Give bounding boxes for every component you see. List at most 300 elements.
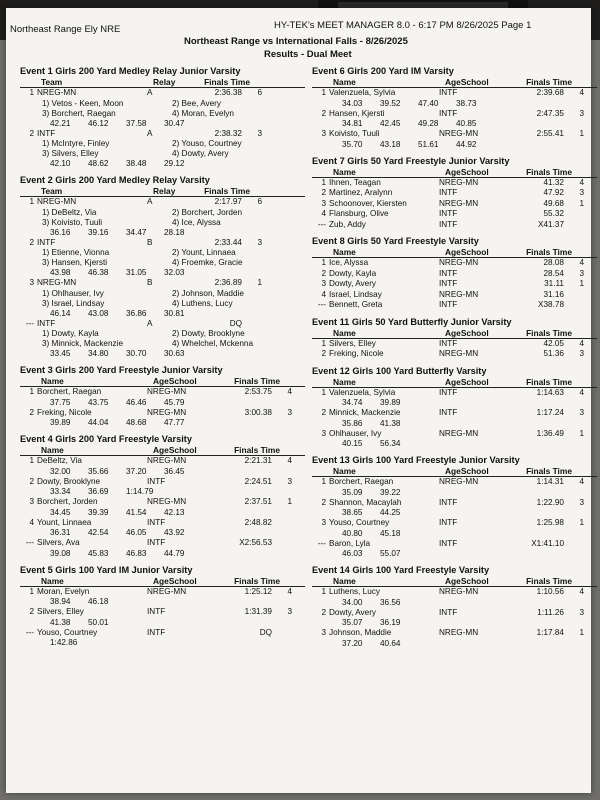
finals-time: 1:22.90 xyxy=(536,497,564,507)
finals-time: 2:21.31 xyxy=(244,456,272,465)
split-time: 35.07 xyxy=(342,618,363,627)
split-time: 34.47 xyxy=(126,227,147,237)
finals-time: 1:25.12 xyxy=(244,586,272,596)
team-name: NREG-MN xyxy=(37,197,77,206)
split-times xyxy=(20,228,305,238)
split-time: 44.25 xyxy=(380,508,401,517)
event-block xyxy=(312,236,597,311)
age-school: INTF xyxy=(439,607,458,617)
age-school: NREG-MN xyxy=(147,586,187,596)
column-header xyxy=(312,377,597,388)
split-times xyxy=(20,119,305,129)
split-time: 32.03 xyxy=(164,268,185,277)
place: 2 xyxy=(321,349,326,358)
relay-swimmer: 4) Froemke, Gracie xyxy=(172,258,243,267)
split-time: 43.75 xyxy=(88,397,109,407)
age-school: NREG-MN xyxy=(439,349,479,358)
place: 3 xyxy=(29,497,34,506)
split-time: 36.45 xyxy=(164,466,185,476)
split-times xyxy=(312,549,597,559)
split-time: 44.92 xyxy=(456,139,477,149)
team-name: NREG-MN xyxy=(37,278,77,287)
column-header xyxy=(20,186,305,197)
header-name: Name xyxy=(333,376,356,387)
relay-swimmers xyxy=(20,289,305,299)
result-row xyxy=(312,339,597,350)
split-time: 56.34 xyxy=(380,439,401,448)
result-row xyxy=(312,429,597,440)
result-row xyxy=(312,290,597,301)
split-time: 34.81 xyxy=(342,119,363,128)
header-age-school: AgeSchool xyxy=(445,77,489,87)
event-block xyxy=(312,66,597,150)
team-name: NREG-MN xyxy=(37,88,77,97)
relay-swimmers xyxy=(20,299,305,309)
points: 3 xyxy=(579,497,584,507)
split-time: 36.31 xyxy=(50,528,71,537)
relay-swimmers xyxy=(20,218,305,228)
column-header xyxy=(20,376,305,387)
swimmer-name: Freking, Nicole xyxy=(329,349,384,358)
place: 4 xyxy=(321,209,326,218)
split-time: 33.45 xyxy=(50,349,71,358)
points: 4 xyxy=(579,387,584,397)
points: 3 xyxy=(287,607,292,616)
split-times xyxy=(20,467,305,477)
header-right: HY-TEK's MEET MANAGER 8.0 - 6:17 PM 8/26/2025 Page 1 xyxy=(274,20,532,31)
result-row xyxy=(20,518,305,529)
finals-time: X41.37 xyxy=(538,219,564,229)
points: 4 xyxy=(579,338,584,348)
relay-swimmer: 3) Silvers, Elley xyxy=(42,149,99,158)
split-time: 45.83 xyxy=(88,548,109,558)
header-age-school: AgeSchool xyxy=(153,575,197,586)
header-finals: Finals Time xyxy=(204,186,250,196)
header-relay: Relay xyxy=(153,186,176,196)
result-row xyxy=(312,178,597,189)
result-row xyxy=(20,497,305,508)
age-school: INTF xyxy=(439,279,458,288)
points xyxy=(272,518,292,529)
event-block xyxy=(312,156,597,231)
result-row xyxy=(312,587,597,598)
relay-swimmers xyxy=(20,329,305,339)
relay-swimmers xyxy=(20,149,305,159)
header-name: Name xyxy=(333,247,356,257)
header-age-school: AgeSchool xyxy=(153,445,197,455)
split-times xyxy=(312,398,597,408)
split-time: 1:14.79 xyxy=(126,487,154,496)
place: 2 xyxy=(29,128,34,138)
split-time: 40.15 xyxy=(342,439,363,448)
swimmer-name: Silvers, Ava xyxy=(37,538,80,547)
split-times xyxy=(312,618,597,628)
split-time: 47.40 xyxy=(418,98,439,108)
place: 2 xyxy=(321,408,326,417)
swimmer-name: Israel, Lindsay xyxy=(329,289,382,299)
finals-time: 1:36.49 xyxy=(536,428,564,438)
header-finals: Finals Time xyxy=(526,376,572,387)
event-title: Event 2 Girls 200 Yard Medley Relay Varsity xyxy=(20,175,210,185)
age-school: NREG-MN xyxy=(439,177,479,187)
split-time: 41.38 xyxy=(50,617,71,627)
points: 3 xyxy=(257,237,262,247)
finals-time: 1:17.24 xyxy=(536,408,564,417)
relay-swimmer: 1) McIntyre, Finley xyxy=(42,139,110,148)
split-time: 39.89 xyxy=(50,418,71,427)
split-time: 36.86 xyxy=(126,308,147,318)
split-time: 34.74 xyxy=(342,398,363,407)
place: 1 xyxy=(321,338,326,348)
column-header xyxy=(312,167,597,178)
age-school: NREG-MN xyxy=(439,477,479,486)
relay-swimmers xyxy=(20,248,305,258)
age-school: INTF xyxy=(439,88,458,97)
split-time: 42.10 xyxy=(50,159,71,168)
split-time: 36.16 xyxy=(50,227,71,237)
split-time: 46.12 xyxy=(88,118,109,128)
header-finals: Finals Time xyxy=(204,77,250,87)
header-team: Team xyxy=(41,77,63,87)
place: 1 xyxy=(29,197,34,206)
finals-time: 2:48.82 xyxy=(244,517,272,527)
split-time: 37.58 xyxy=(126,118,147,128)
column-header xyxy=(312,466,597,477)
points xyxy=(564,290,584,301)
event-block xyxy=(312,317,597,360)
split-time: 44.04 xyxy=(88,418,109,427)
swimmer-name: Zub, Addy xyxy=(329,219,366,229)
place: 1 xyxy=(29,586,34,596)
split-time: 43.08 xyxy=(88,308,109,318)
event-title: Event 6 Girls 200 Yard IM Varsity xyxy=(312,66,454,76)
header-finals: Finals Time xyxy=(526,247,572,257)
result-row xyxy=(312,539,597,550)
relay-swimmer: 3) Borchert, Raegan xyxy=(42,108,116,118)
header-spacer xyxy=(312,377,331,387)
header-name: Name xyxy=(333,77,356,87)
swimmer-name: Luthens, Lucy xyxy=(329,587,380,596)
split-times xyxy=(312,508,597,518)
relay-swimmers xyxy=(20,258,305,268)
result-row xyxy=(312,209,597,220)
points: 1 xyxy=(579,518,584,527)
place: 1 xyxy=(321,258,326,267)
finals-time: 2:39.68 xyxy=(536,88,564,97)
result-row xyxy=(20,587,305,598)
split-time: 38.94 xyxy=(50,597,71,606)
finals-time: 1:31.39 xyxy=(244,607,272,616)
split-time: 37.20 xyxy=(126,466,147,476)
result-row xyxy=(20,238,305,249)
header-spacer xyxy=(20,576,39,586)
place: 3 xyxy=(29,278,34,287)
age-school: NREG-MN xyxy=(439,258,479,267)
event-title: Event 13 Girls 100 Yard Freestyle Junior Varsity xyxy=(312,455,520,465)
column-header xyxy=(20,445,305,456)
age-school: INTF xyxy=(439,209,458,218)
result-row xyxy=(20,408,305,419)
relay-letter: A xyxy=(147,318,153,328)
swimmer-name: Koivisto, Tuuli xyxy=(329,129,380,138)
swimmer-name: Shannon, Macaylah xyxy=(329,497,402,507)
result-row xyxy=(312,129,597,140)
result-row xyxy=(312,408,597,419)
swimmer-name: Dowty, Brooklyne xyxy=(37,476,101,486)
points: 3 xyxy=(579,349,584,358)
finals-time: 1:17.84 xyxy=(536,628,564,637)
event-block xyxy=(312,455,597,559)
place: 3 xyxy=(321,628,326,637)
place: 1 xyxy=(29,88,34,97)
place: 3 xyxy=(321,279,326,288)
age-school: INTF xyxy=(147,607,166,616)
finals-time: 2:36.89 xyxy=(214,278,242,287)
finals-time: 49.68 xyxy=(543,198,564,208)
age-school: INTF xyxy=(147,476,166,486)
split-time: 1:42.86 xyxy=(50,638,78,647)
relay-swimmer: 2) Youso, Courtney xyxy=(172,139,242,148)
place: 3 xyxy=(321,428,326,438)
header-spacer xyxy=(20,186,39,196)
age-school: NREG-MN xyxy=(439,198,479,208)
split-time: 45.79 xyxy=(164,397,185,407)
age-school: NREG-MN xyxy=(439,289,479,299)
relay-swimmer: 3) Minnick, Mackenzie xyxy=(42,339,123,348)
points: 1 xyxy=(257,278,262,287)
event-block xyxy=(20,565,305,649)
split-time: 30.81 xyxy=(164,308,185,318)
result-row xyxy=(20,477,305,488)
event-title: Event 4 Girls 200 Yard Freestyle Varsity xyxy=(20,434,192,444)
points: 1 xyxy=(287,497,292,506)
age-school: INTF xyxy=(439,188,458,197)
age-school: NREG-MN xyxy=(147,387,187,396)
swimmer-name: Martinez, Aralynn xyxy=(329,188,393,197)
place: 1 xyxy=(321,477,326,486)
header-name: Name xyxy=(333,576,356,586)
meet-title: Northeast Range vs International Falls - 8/26/2025 xyxy=(184,36,408,47)
finals-time: 3:00.38 xyxy=(244,407,272,417)
relay-letter: A xyxy=(147,197,153,206)
age-school: NREG-MN xyxy=(439,428,479,438)
finals-time: 2:55.41 xyxy=(536,129,564,138)
finals-time: 42.05 xyxy=(543,338,564,348)
finals-time: 1:10.56 xyxy=(536,587,564,596)
split-time: 50.01 xyxy=(88,617,109,627)
header-name: Name xyxy=(333,166,356,177)
points: 3 xyxy=(257,128,262,138)
team-name: INTF xyxy=(37,237,56,247)
age-school: INTF xyxy=(439,108,458,118)
header-spacer xyxy=(312,77,331,87)
place: 2 xyxy=(321,188,326,197)
event-title: Event 14 Girls 100 Yard Freestyle Varsity xyxy=(312,565,490,575)
points xyxy=(272,628,292,639)
age-school: INTF xyxy=(439,387,458,397)
points: 3 xyxy=(579,188,584,197)
event-title: Event 1 Girls 200 Yard Medley Relay Junior Varsity xyxy=(20,66,241,76)
points: 3 xyxy=(579,108,584,118)
points: 4 xyxy=(579,88,584,97)
points xyxy=(564,220,584,231)
age-school: INTF xyxy=(439,268,458,278)
split-times xyxy=(312,439,597,449)
relay-swimmer: 1) Dowty, Kayla xyxy=(42,329,99,338)
relay-swimmers xyxy=(20,208,305,218)
swimmer-name: Ohlhauser, Ivy xyxy=(329,428,382,438)
event-block xyxy=(312,565,597,649)
finals-time: 1:14.63 xyxy=(536,387,564,397)
finals-time: 2:36.38 xyxy=(214,88,242,97)
split-times xyxy=(312,488,597,498)
result-row xyxy=(20,197,305,208)
result-row xyxy=(312,88,597,99)
age-school: NREG-MN xyxy=(439,587,479,596)
swimmer-name: Johnson, Maddie xyxy=(329,628,392,637)
split-time: 46.83 xyxy=(126,548,147,558)
relay-swimmer: 4) Dowty, Avery xyxy=(172,149,229,158)
split-time: 43.92 xyxy=(164,528,185,537)
points: 4 xyxy=(579,258,584,267)
split-time: 28.18 xyxy=(164,227,185,237)
points: 4 xyxy=(287,586,292,596)
split-times xyxy=(312,140,597,150)
header-finals: Finals Time xyxy=(234,376,280,386)
finals-time: 1:25.98 xyxy=(536,518,564,527)
split-time: 34.45 xyxy=(50,507,71,517)
age-school: NREG-MN xyxy=(439,628,479,637)
split-time: 38.65 xyxy=(342,508,363,517)
header-age-school: AgeSchool xyxy=(445,327,489,338)
points: 1 xyxy=(579,428,584,438)
swimmer-name: Youso, Courtney xyxy=(329,518,390,527)
place: 4 xyxy=(321,289,326,299)
place: 2 xyxy=(29,607,34,616)
result-row xyxy=(312,498,597,509)
place: 2 xyxy=(29,407,34,417)
place: 1 xyxy=(321,587,326,596)
place: --- xyxy=(317,538,326,548)
finals-time: 1:14.31 xyxy=(536,477,564,486)
swimmer-name: Youso, Courtney xyxy=(37,627,98,637)
event-block xyxy=(20,66,305,169)
points xyxy=(564,539,584,550)
split-time: 36.56 xyxy=(380,597,401,607)
age-school: NREG-MN xyxy=(147,497,187,506)
finals-time: 2:47.35 xyxy=(536,108,564,118)
split-time: 33.34 xyxy=(50,487,71,496)
split-times xyxy=(312,119,597,129)
results-sheet xyxy=(6,8,591,793)
split-times xyxy=(20,159,305,169)
split-times xyxy=(20,597,305,607)
swimmer-name: Freking, Nicole xyxy=(37,407,92,417)
result-row xyxy=(312,349,597,360)
finals-time: 31.16 xyxy=(543,289,564,299)
age-school: INTF xyxy=(439,338,458,348)
age-school: NREG-MN xyxy=(147,407,187,417)
split-time: 47.77 xyxy=(164,418,185,427)
event-title: Event 5 Girls 100 Yard IM Junior Varsity xyxy=(20,564,193,575)
swimmer-name: Silvers, Elley xyxy=(37,607,84,616)
place: 2 xyxy=(321,607,326,617)
split-time: 41.54 xyxy=(126,507,147,517)
points: 4 xyxy=(287,456,292,465)
relay-swimmer: 2) Bee, Avery xyxy=(172,98,222,108)
header-spacer xyxy=(312,328,331,338)
place: --- xyxy=(25,538,34,547)
place: 2 xyxy=(29,476,34,486)
finals-time: X2:56.53 xyxy=(239,538,272,547)
split-time: 46.18 xyxy=(88,597,109,606)
finals-time: X1:41.10 xyxy=(531,538,564,548)
swimmer-name: Moran, Evelyn xyxy=(37,586,90,596)
header-finals: Finals Time xyxy=(526,466,572,476)
finals-time: X38.78 xyxy=(538,300,564,309)
header-age-school: AgeSchool xyxy=(445,576,489,586)
split-time: 46.05 xyxy=(126,528,147,537)
header-spacer xyxy=(312,466,331,476)
swimmer-name: Bennett, Greta xyxy=(329,300,383,309)
split-time: 48.68 xyxy=(126,418,147,427)
split-time: 43.98 xyxy=(50,268,71,277)
result-row xyxy=(312,199,597,210)
swimmer-name: Valenzuela, Sylvia xyxy=(329,88,396,97)
split-times xyxy=(312,529,597,539)
place: --- xyxy=(25,318,34,328)
swimmer-name: Borchert, Jorden xyxy=(37,497,98,506)
split-time: 38.73 xyxy=(456,98,477,108)
result-row xyxy=(312,388,597,399)
split-times xyxy=(20,528,305,538)
result-row xyxy=(312,628,597,639)
header-finals: Finals Time xyxy=(526,327,572,338)
finals-time: 55.32 xyxy=(543,209,564,218)
swimmer-name: Flansburg, Olive xyxy=(329,209,389,218)
split-time: 46.46 xyxy=(126,397,147,407)
age-school: INTF xyxy=(439,408,458,417)
split-time: 46.38 xyxy=(88,268,109,277)
header-age-school: AgeSchool xyxy=(445,247,489,257)
place: 1 xyxy=(321,387,326,397)
header-left: Northeast Range Ely NRE xyxy=(10,24,121,35)
header-finals: Finals Time xyxy=(526,166,572,177)
place: --- xyxy=(317,219,326,229)
split-time: 46.03 xyxy=(342,549,363,558)
age-school: INTF xyxy=(439,219,458,229)
event-block xyxy=(20,365,305,428)
column-header xyxy=(312,77,597,88)
age-school: INTF xyxy=(439,538,458,548)
swimmer-name: Minnick, Mackenzie xyxy=(329,408,401,417)
swimmer-name: Silvers, Elley xyxy=(329,338,376,348)
result-row xyxy=(20,628,305,639)
split-time: 36.69 xyxy=(88,487,109,496)
split-time: 39.39 xyxy=(88,507,109,517)
split-time: 30.70 xyxy=(126,349,147,358)
split-time: 40.80 xyxy=(342,528,363,538)
split-times xyxy=(312,419,597,429)
header-age-school: AgeSchool xyxy=(153,376,197,386)
age-school: INTF xyxy=(439,518,458,527)
result-row xyxy=(20,456,305,467)
relay-swimmers xyxy=(20,339,305,349)
split-time: 46.14 xyxy=(50,308,71,318)
swimmer-name: Baron, Lyla xyxy=(329,538,371,548)
split-time: 39.89 xyxy=(380,398,401,407)
result-row xyxy=(312,188,597,199)
